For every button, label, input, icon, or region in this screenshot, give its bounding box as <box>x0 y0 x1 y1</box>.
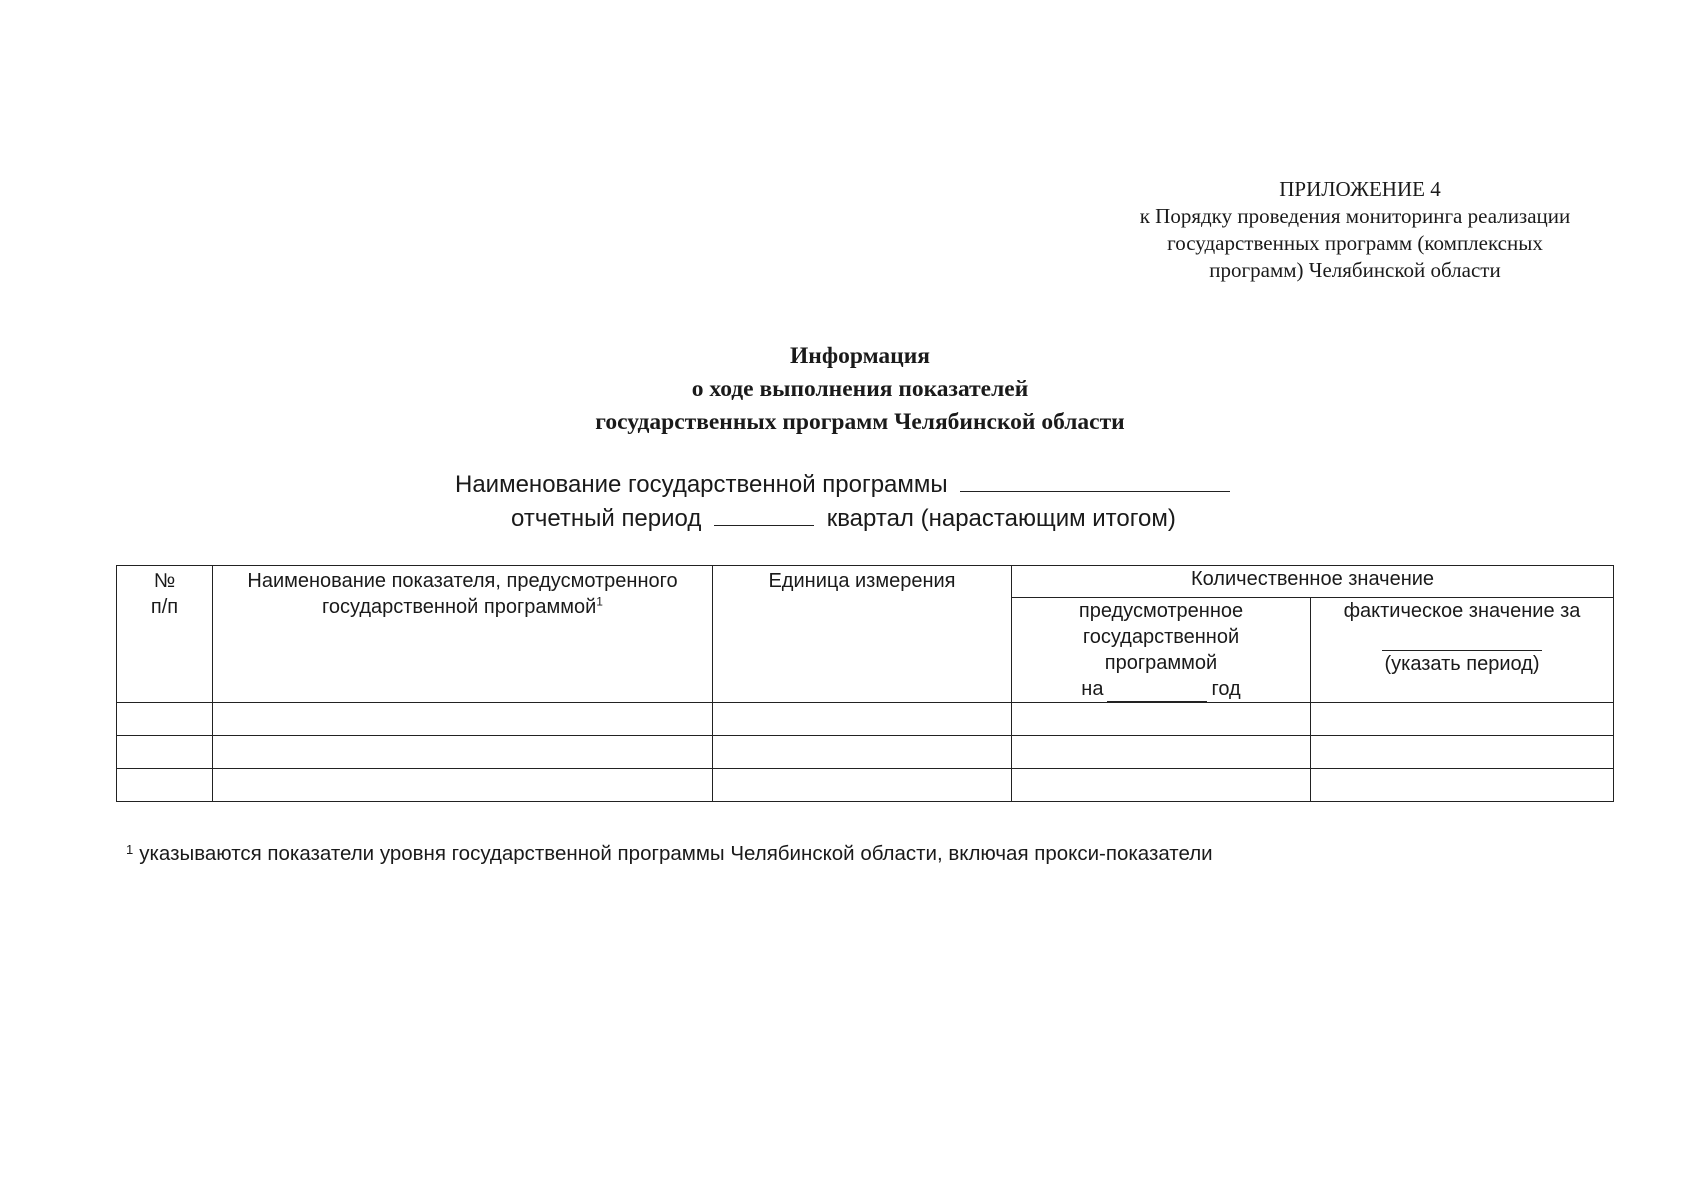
table-cell[interactable] <box>1012 703 1311 736</box>
table-cell[interactable] <box>1012 736 1311 769</box>
title-line: государственных программ Челябинской области <box>595 409 1125 435</box>
title-line: Информация <box>790 343 930 369</box>
title-line: о ходе выполнения показателей <box>691 376 1029 402</box>
appendix-line: программ) Челябинской области <box>1209 258 1501 282</box>
appendix-header <box>1080 176 1630 284</box>
table-cell[interactable] <box>213 736 713 769</box>
appendix-line: государственных программ (комплексных <box>1167 231 1543 255</box>
footnote-ref: 1 <box>596 594 603 609</box>
table-cell[interactable] <box>1012 769 1311 802</box>
table-cell[interactable] <box>213 769 713 802</box>
header-planned: предусмотренное государственной программой на год <box>1012 598 1311 703</box>
program-name-row <box>455 468 1355 502</box>
actual-period-field[interactable] <box>1382 628 1542 651</box>
program-name-field[interactable] <box>960 469 1230 492</box>
footnote <box>126 840 1576 868</box>
indicators-table <box>116 565 1614 802</box>
form-fields <box>455 468 1355 536</box>
table-cell[interactable] <box>213 703 713 736</box>
appendix-heading: ПРИЛОЖЕНИЕ 4 <box>1279 177 1441 201</box>
header-number: № п/п <box>117 566 213 703</box>
year-field[interactable] <box>1107 681 1207 702</box>
table-cell[interactable] <box>117 736 213 769</box>
table-cell[interactable] <box>1311 736 1614 769</box>
footnote-mark: 1 <box>126 842 134 857</box>
table-cell[interactable] <box>713 769 1012 802</box>
table-cell[interactable] <box>117 769 213 802</box>
table-cell[interactable] <box>1311 769 1614 802</box>
footnote-text: указываются показатели уровня государственной программы Челябинской области, включая прокси-показатели <box>139 842 1213 865</box>
table-cell[interactable] <box>1311 703 1614 736</box>
table-cell[interactable] <box>117 703 213 736</box>
period-suffix: квартал (нарастающим итогом) <box>826 505 1176 532</box>
program-name-label: Наименование государственной программы <box>455 471 948 498</box>
document-title <box>430 340 1290 439</box>
header-quantity: Количественное значение <box>1012 566 1614 598</box>
table-header-row <box>117 566 1614 598</box>
table-row <box>117 736 1614 769</box>
quarter-field[interactable] <box>714 503 814 526</box>
table-cell[interactable] <box>713 703 1012 736</box>
period-row <box>455 502 1355 536</box>
appendix-line: к Порядку проведения мониторинга реализации <box>1139 204 1571 228</box>
table-row <box>117 769 1614 802</box>
table-row <box>117 703 1614 736</box>
period-prefix: отчетный период <box>511 505 702 532</box>
header-unit: Единица измерения <box>713 566 1012 703</box>
header-actual: фактическое значение за (указать период) <box>1311 598 1614 703</box>
header-indicator-name: Наименование показателя, предусмотренного государственной программой$^1$ <box>213 566 713 703</box>
table-cell[interactable] <box>713 736 1012 769</box>
